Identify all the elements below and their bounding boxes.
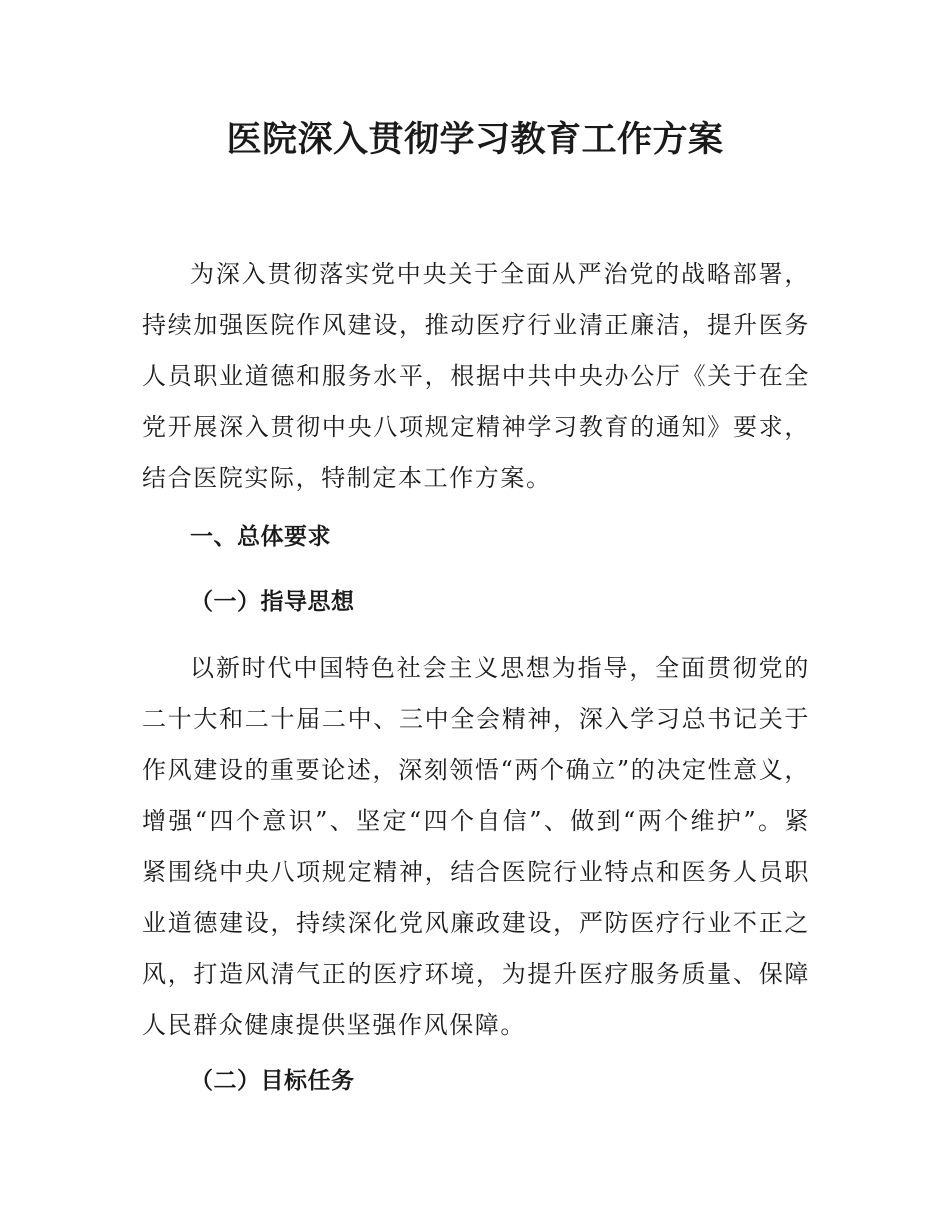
guiding-ideology-paragraph: 以新时代中国特色社会主义思想为指导，全面贯彻党的二十大和二十届二中、三中全会精神，深入学习总书记关于作风建设的重要论述，深刻领悟“两个确立”的决定性意义，增强“四个意识”、坚定“四个自信”、做到“两个维护”。紧紧围绕中央八项规定精神，结合医院行业特点和医务人员职业道德建设，持续深化党风廉政建设，严防医疗行业不正之风，打造风清气正的医疗环境，为提升医疗服务质量、保障人民群众健康提供坚强作风保障。 <box>142 654 810 1039</box>
section-heading-general-requirements: 一、总体要求 <box>190 524 331 550</box>
document-title: 医院深入贯彻学习教育工作方案 <box>226 119 724 160</box>
intro-paragraph: 为深入贯彻落实党中央关于全面从严治党的战略部署，持续加强医院作风建设，推动医疗行业清正廉洁，提升医务人员职业道德和服务水平，根据中共中央办公厅《关于在全党开展深入贯彻中央八项规定精神学习教育的通知》要求，结合医院实际，特制定本工作方案。 <box>142 260 810 492</box>
subsection-heading-guiding-ideology: （一）指导思想 <box>190 589 355 615</box>
subsection-heading-goals-tasks: （二）目标任务 <box>190 1068 355 1094</box>
